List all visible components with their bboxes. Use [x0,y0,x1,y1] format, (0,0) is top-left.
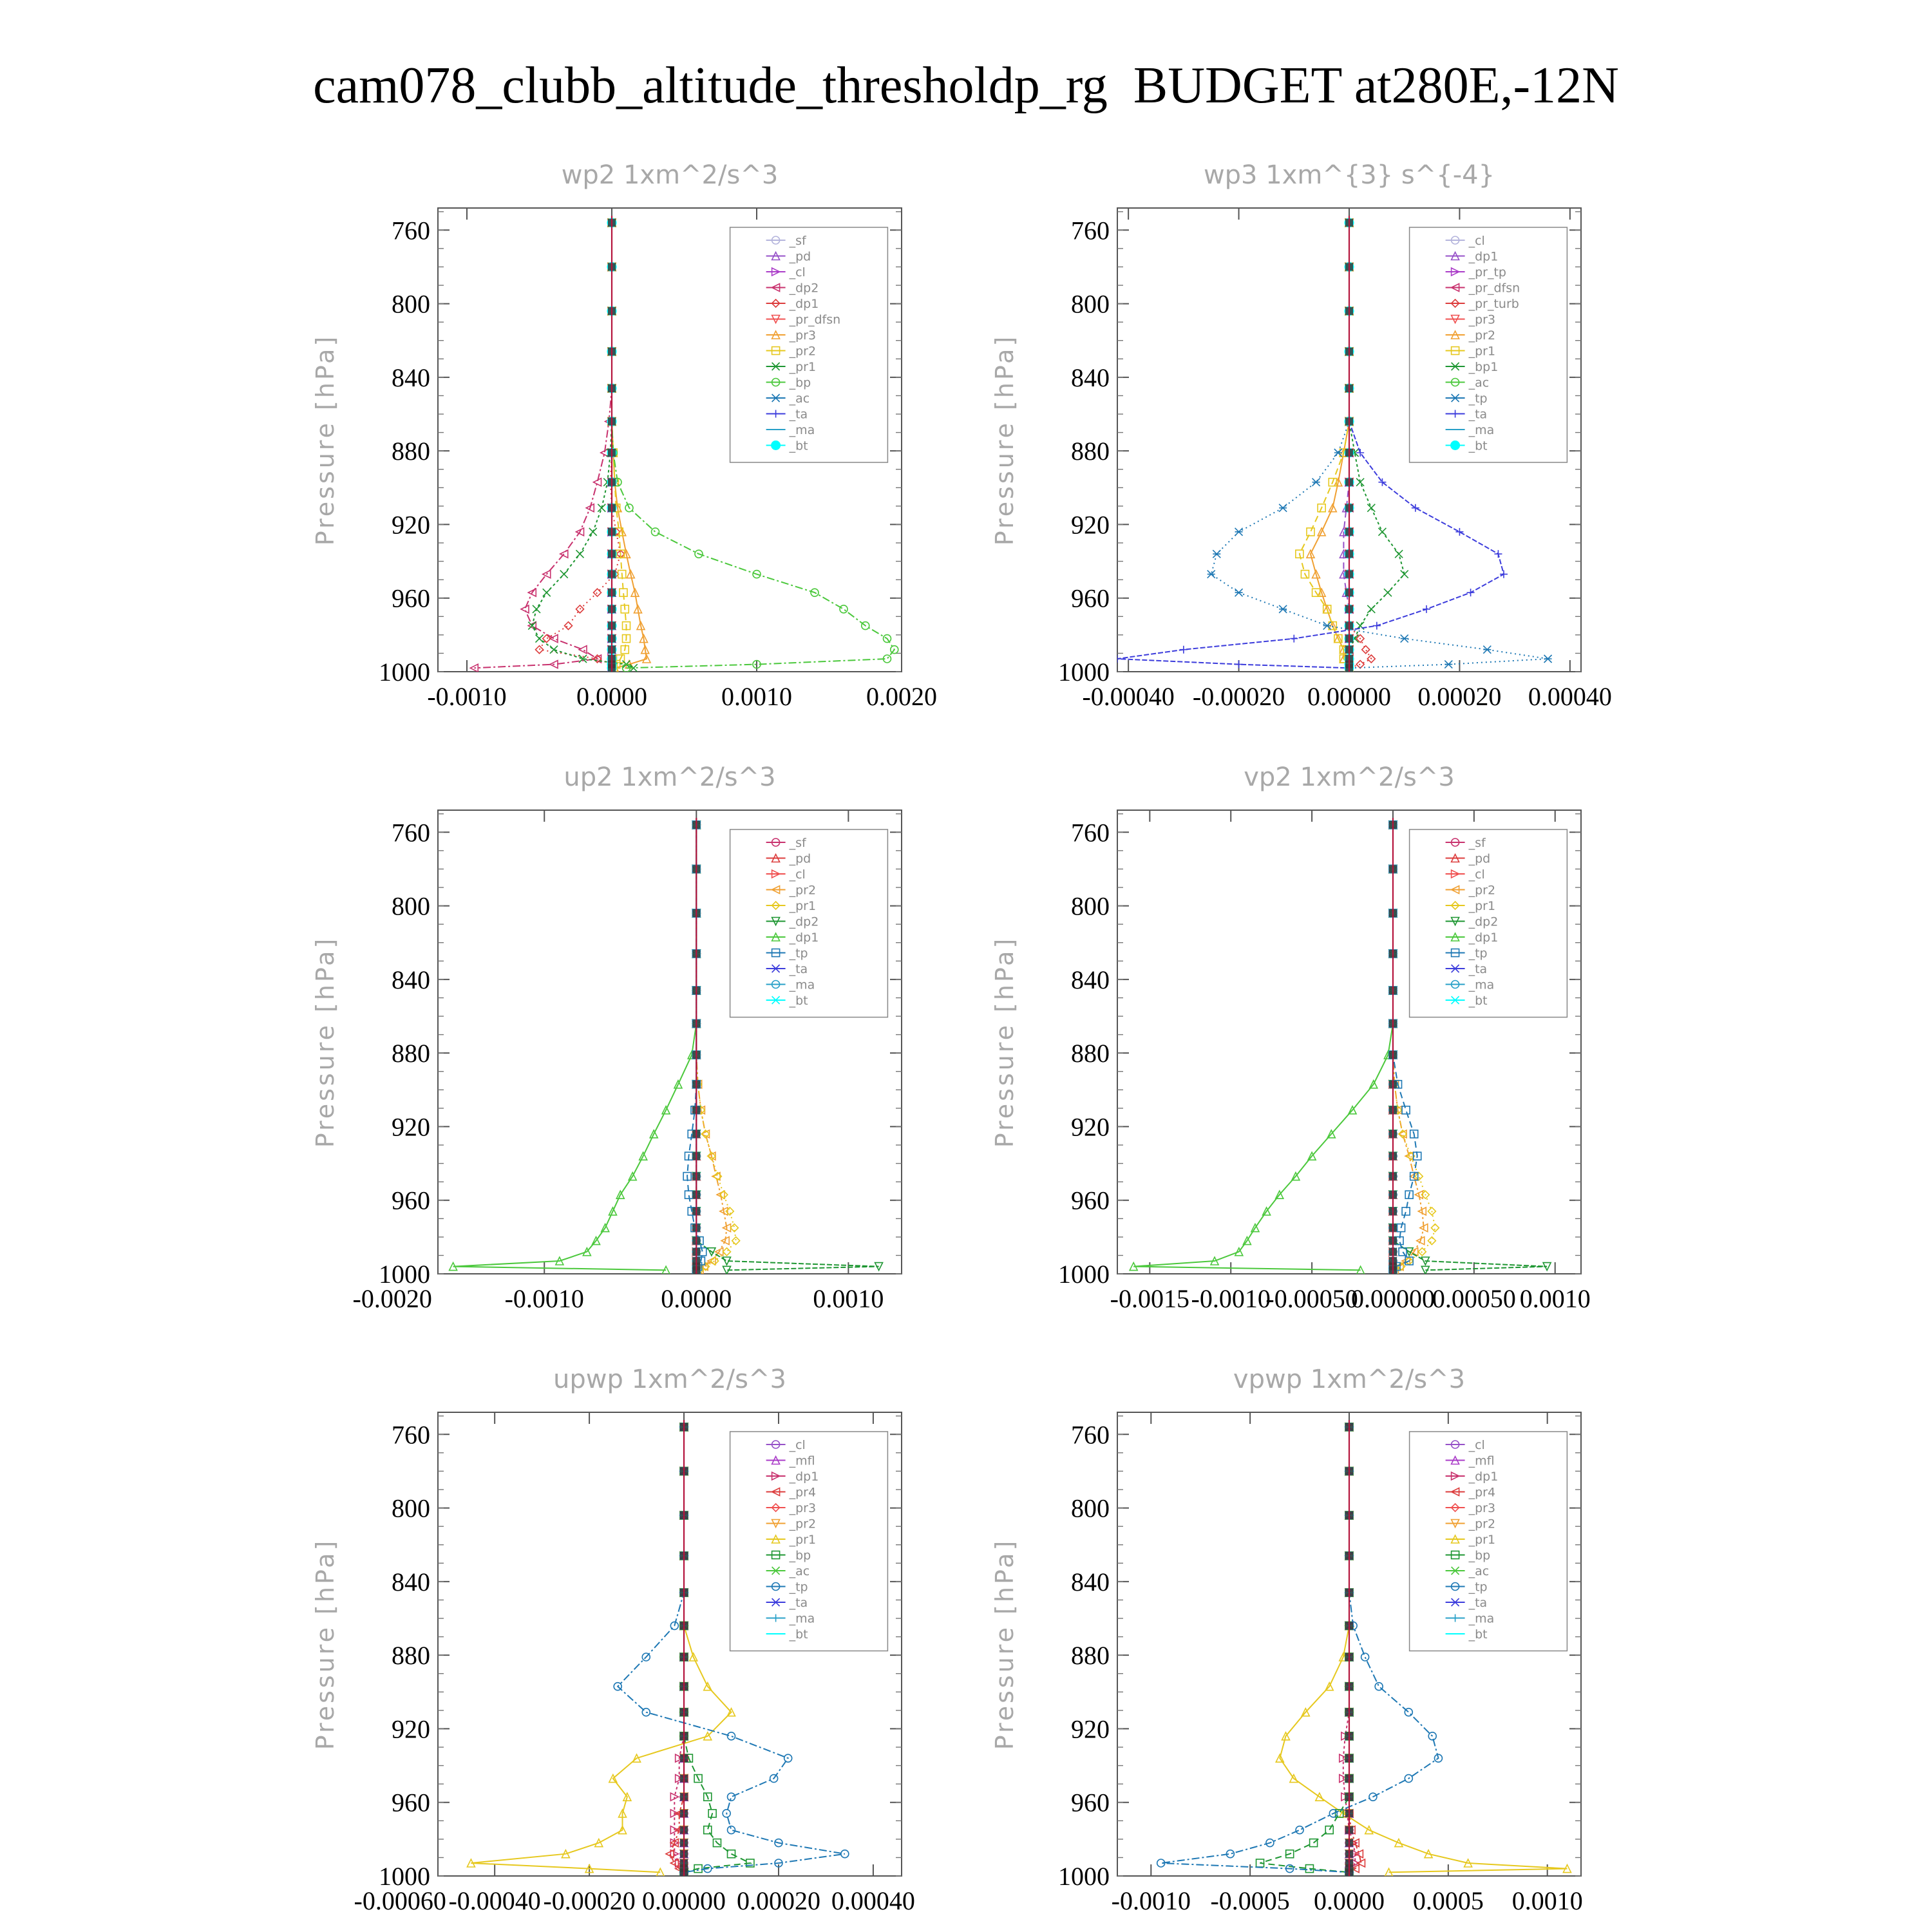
y-tick-label: 880 [1071,1039,1110,1068]
legend-entry: _pr1 [1468,1533,1496,1547]
data-point [533,605,540,613]
x-tick-label: -0.00050 [1265,1284,1358,1313]
legend-entry: _dp1 [789,297,819,311]
data-point [589,528,597,536]
panel-title: upwp 1xm^2/s^3 [553,1365,786,1394]
data-point [728,1732,735,1740]
y-tick-label: 920 [392,1112,430,1142]
series-line [1311,223,1349,668]
y-tick-label: 960 [392,583,430,613]
y-tick-label: 1000 [1058,658,1110,687]
y-tick-label: 840 [392,1567,430,1596]
legend-entry: _bp [789,1548,811,1563]
x-tick-label: -0.0005 [1210,1886,1290,1915]
x-tick-label: 0.00000 [1350,1284,1435,1313]
legend-entry: _bt [1468,439,1488,453]
y-axis-label: Pressure [hPa] [990,1538,1019,1750]
legend-entry: _ma [789,978,815,992]
data-point [1290,635,1298,643]
y-tick-label: 800 [1071,1493,1110,1523]
y-tick-label: 760 [392,216,430,245]
legend-entry: _cl [1468,234,1485,248]
legend-entry: _tp [1468,1580,1488,1595]
legend-entry: _pr3 [789,1501,817,1515]
data-point [1296,1826,1303,1834]
y-tick-label: 880 [1071,437,1110,466]
legend-entry: _mfl [1468,1454,1495,1468]
panel-title: vp2 1xm^2/s^3 [1244,762,1455,792]
data-point [728,1826,735,1834]
x-tick-label: 0.0000 [576,682,647,711]
legend-entry: _pr2 [789,344,817,359]
data-point [521,605,529,613]
legend-entry: _ma [1468,423,1495,437]
legend-entry: _bp1 [1468,360,1499,374]
data-point [560,571,568,578]
legend-entry: _ta [789,407,808,422]
data-point [1279,605,1287,613]
legend-entry: _pr2 [1468,883,1496,898]
y-tick-label: 1000 [379,1862,430,1891]
y-tick-label: 760 [1071,216,1110,245]
legend-entry: _pr4 [789,1485,817,1500]
legend-entry: _pr1 [789,1533,817,1547]
data-point [1362,646,1370,654]
data-point [1378,528,1386,536]
data-point [1208,571,1215,578]
data-point [1334,449,1342,457]
series-line [1260,1427,1350,1872]
budget-panel [990,160,1612,711]
legend-entry: _ma [1468,1611,1495,1626]
y-tick-label: 880 [392,1641,430,1671]
panel-title: vpwp 1xm^2/s^3 [1233,1365,1466,1394]
y-axis-label: Pressure [hPa] [311,334,339,546]
data-point [1500,571,1508,578]
legend-entry: _bp [789,375,811,390]
y-tick-label: 760 [392,818,430,848]
legend-entry: _bp [1468,1548,1491,1563]
series-line [674,1427,684,1872]
legend-entry: _cl [789,1438,806,1452]
y-tick-label: 880 [392,437,430,466]
x-tick-label: 0.00000 [642,1886,726,1915]
y-tick-label: 760 [1071,818,1110,848]
x-tick-label: 0.0010 [813,1284,884,1313]
y-tick-label: 800 [392,891,430,921]
legend-entry: _ac [789,1564,810,1578]
x-tick-label: 0.00040 [1528,682,1612,711]
data-point [1483,646,1491,654]
y-tick-label: 800 [1071,891,1110,921]
data-point [728,1793,735,1801]
y-axis-label: Pressure [hPa] [311,1538,339,1750]
legend-entry: _dp2 [1468,914,1499,929]
y-tick-label: 920 [1071,510,1110,540]
legend-entry: _dp1 [1468,931,1499,945]
x-tick-label: 0.0010 [1519,1284,1591,1313]
series-line [612,223,627,668]
legend-entry: _ta [1468,1596,1488,1610]
y-tick-label: 880 [1071,1641,1110,1671]
legend-entry: _tp [789,946,808,961]
data-point [1544,655,1552,663]
data-point [1444,661,1452,668]
series-line [670,1427,684,1872]
x-tick-label: -0.00020 [543,1886,636,1915]
budget-panel [311,160,937,711]
data-point [1401,635,1408,643]
x-tick-label: 0.00040 [831,1886,915,1915]
legend-entry: _dp1 [1468,249,1499,264]
data-point [565,622,573,630]
data-point [1375,1683,1383,1690]
legend-entry: _cl [1468,1438,1485,1452]
data-point [1402,1208,1410,1215]
series-line [696,825,726,1270]
x-tick-label: -0.00040 [448,1886,541,1915]
x-tick-label: -0.0015 [1110,1284,1190,1313]
y-tick-label: 1000 [379,1260,430,1289]
y-tick-label: 840 [392,965,430,994]
y-tick-label: 960 [392,1186,430,1215]
data-point [1395,550,1403,558]
x-tick-label: -0.00060 [354,1886,446,1915]
series-line [612,223,647,668]
legend-entry: _ta [789,1596,808,1610]
y-tick-label: 1000 [379,658,430,687]
data-point [1384,589,1392,596]
legend-entry: _cl [1468,867,1485,882]
legend-entry: _tp [789,1580,808,1595]
y-tick-label: 760 [1071,1420,1110,1450]
data-point [1235,528,1243,536]
y-tick-label: 960 [1071,1788,1110,1817]
legend-entry: _ta [1468,962,1488,976]
legend-entry: _mfl [789,1454,815,1468]
data-point [1312,478,1320,486]
legend-entry: _pr3 [1468,312,1496,327]
legend-entry: _ac [789,392,810,406]
figure-title: cam078_clubb_altitude_thresholdp_rg BUDGET at280E,-12N [313,57,1619,114]
y-tick-label: 960 [1071,1186,1110,1215]
data-point [1323,622,1331,630]
data-point [1402,1106,1410,1114]
data-point [576,550,584,558]
y-tick-label: 1000 [1058,1260,1110,1289]
legend-entry: _pr4 [1468,1485,1496,1500]
data-point [1235,589,1243,596]
x-tick-label: 0.0020 [866,682,937,711]
y-tick-label: 1000 [1058,1862,1110,1891]
data-point [536,646,544,654]
legend-entry: _cl [789,265,806,279]
x-tick-label: 0.0010 [1511,1886,1583,1915]
legend-entry: _pd [1468,851,1491,866]
data-point [652,528,659,536]
legend-entry: _tp [1468,946,1488,961]
legend-entry: _ac [1468,375,1490,390]
legend-entry: _pr3 [1468,1501,1496,1515]
y-tick-label: 840 [1071,363,1110,392]
data-point [528,622,536,630]
series-line [474,223,612,668]
panel-title: up2 1xm^2/s^3 [564,762,776,792]
legend-entry: _pr1 [789,899,817,913]
data-point [1361,1653,1369,1661]
legend-entry: _ta [789,962,808,976]
data-point [579,646,587,654]
data-point [1373,622,1381,630]
legend-entry: _pr_turb [1468,297,1519,311]
y-tick-label: 920 [1071,1112,1110,1142]
y-tick-label: 920 [1071,1714,1110,1744]
x-tick-label: 0.00000 [1307,682,1391,711]
data-point [1279,504,1287,512]
legend-entry: _pd [789,851,811,866]
panel-title: wp2 1xm^2/s^3 [561,160,779,190]
legend-entry: _pd [789,249,811,264]
y-tick-label: 760 [392,1420,430,1450]
data-point [470,664,478,672]
legend-entry: _pr1 [1468,899,1496,913]
data-point [1307,528,1314,536]
series-line [687,825,703,1270]
legend-entry: _pr2 [1468,1517,1496,1531]
legend [1410,227,1567,462]
legend-entry: _pr_tp [1468,265,1506,279]
series-line [1133,825,1393,1270]
legend-entry: _bt [1468,1627,1488,1642]
legend-entry: _bt [789,1627,808,1642]
legend-entry: _pr1 [1468,344,1496,359]
data-point [1428,1237,1435,1245]
legend-entry: _dp2 [789,281,819,296]
legend-entry: _ta [1468,407,1488,422]
x-tick-label: -0.0020 [352,1284,432,1313]
legend [1410,1432,1567,1651]
legend-marker [1451,441,1460,450]
x-tick-label: 0.0000 [1314,1886,1385,1915]
legend [730,1432,888,1651]
x-tick-label: 0.00020 [736,1886,820,1915]
data-point [1213,550,1220,558]
x-tick-label: -0.00020 [1192,682,1285,711]
series-line [453,825,697,1270]
budget-panel [990,1365,1583,1915]
legend-entry: _pr2 [789,883,817,898]
x-tick-label: 0.0000 [661,1284,732,1313]
legend-entry: _pr2 [1468,328,1496,343]
data-point [1180,646,1188,654]
budget-panel [990,762,1591,1313]
data-point [1113,655,1121,663]
x-tick-label: 0.00020 [1417,682,1502,711]
y-tick-label: 960 [1071,583,1110,613]
data-point [1235,661,1243,668]
y-axis-label: Pressure [hPa] [990,936,1019,1148]
data-point [550,646,558,654]
legend-entry: _ma [789,1611,815,1626]
legend-entry: _sf [789,836,806,850]
x-tick-label: -0.00040 [1082,682,1175,711]
legend-entry: _dp1 [1468,1470,1499,1484]
x-tick-label: 0.0005 [1412,1886,1484,1915]
data-point [1367,504,1375,512]
legend-entry: _dp2 [789,914,819,929]
legend [730,829,888,1018]
legend-entry: _sf [1468,836,1486,850]
legend-entry: _ac [1468,1564,1490,1578]
legend-entry: _cl [789,867,806,882]
x-tick-label: -0.0010 [1191,1284,1271,1313]
budget-panel [311,1365,915,1915]
legend-entry: _bt [789,994,808,1008]
y-tick-label: 880 [392,1039,430,1068]
legend-entry: _bt [789,439,808,453]
series-line [540,223,621,668]
y-tick-label: 960 [392,1788,430,1817]
data-point [594,478,601,486]
data-point [1455,528,1463,536]
y-tick-label: 920 [392,510,430,540]
legend-entry: _ma [789,423,815,437]
legend-entry: _sf [789,234,806,248]
legend-entry: _pr1 [789,360,817,374]
y-axis-label: Pressure [hPa] [311,936,339,1148]
series-line [1161,1427,1439,1872]
y-axis-label: Pressure [hPa] [990,334,1019,546]
y-tick-label: 920 [392,1714,430,1744]
y-tick-label: 840 [392,363,430,392]
legend-entry: _pr3 [789,328,817,343]
legend-entry: _tp [1468,392,1488,406]
legend [730,227,888,462]
legend-entry: _pr_dfsn [1468,281,1520,296]
legend-entry: _pr2 [789,1517,817,1531]
legend [1410,829,1567,1018]
x-tick-label: -0.0010 [504,1284,584,1313]
legend-entry: _dp1 [789,931,819,945]
legend-entry: _ma [1468,978,1495,992]
panel-title: wp3 1xm^{3} s^{-4} [1203,160,1495,190]
series-line [1349,223,1371,668]
x-tick-label: 0.00050 [1432,1284,1516,1313]
series-line [532,223,634,668]
y-tick-label: 840 [1071,1567,1110,1596]
data-point [1405,1709,1412,1716]
data-point [1367,605,1375,613]
data-point [1423,605,1430,613]
data-point [1401,571,1408,578]
data-point [723,1248,731,1256]
data-point [598,504,605,512]
x-tick-label: -0.0010 [1111,1886,1191,1915]
legend-entry: _dp1 [789,1470,819,1484]
data-point [840,605,848,613]
legend-entry: _bt [1468,994,1488,1008]
legend-entry: _pr_dfsn [789,312,841,327]
y-tick-label: 840 [1071,965,1110,994]
legend-marker [772,441,781,450]
y-tick-label: 800 [1071,289,1110,319]
budget-panel [311,762,902,1313]
data-point [1467,589,1475,596]
data-point [1494,550,1502,558]
data-point [543,589,551,596]
y-tick-label: 800 [392,1493,430,1523]
series-line [471,1427,731,1872]
x-tick-label: 0.0010 [721,682,792,711]
x-tick-label: -0.0010 [427,682,507,711]
y-tick-label: 800 [392,289,430,319]
